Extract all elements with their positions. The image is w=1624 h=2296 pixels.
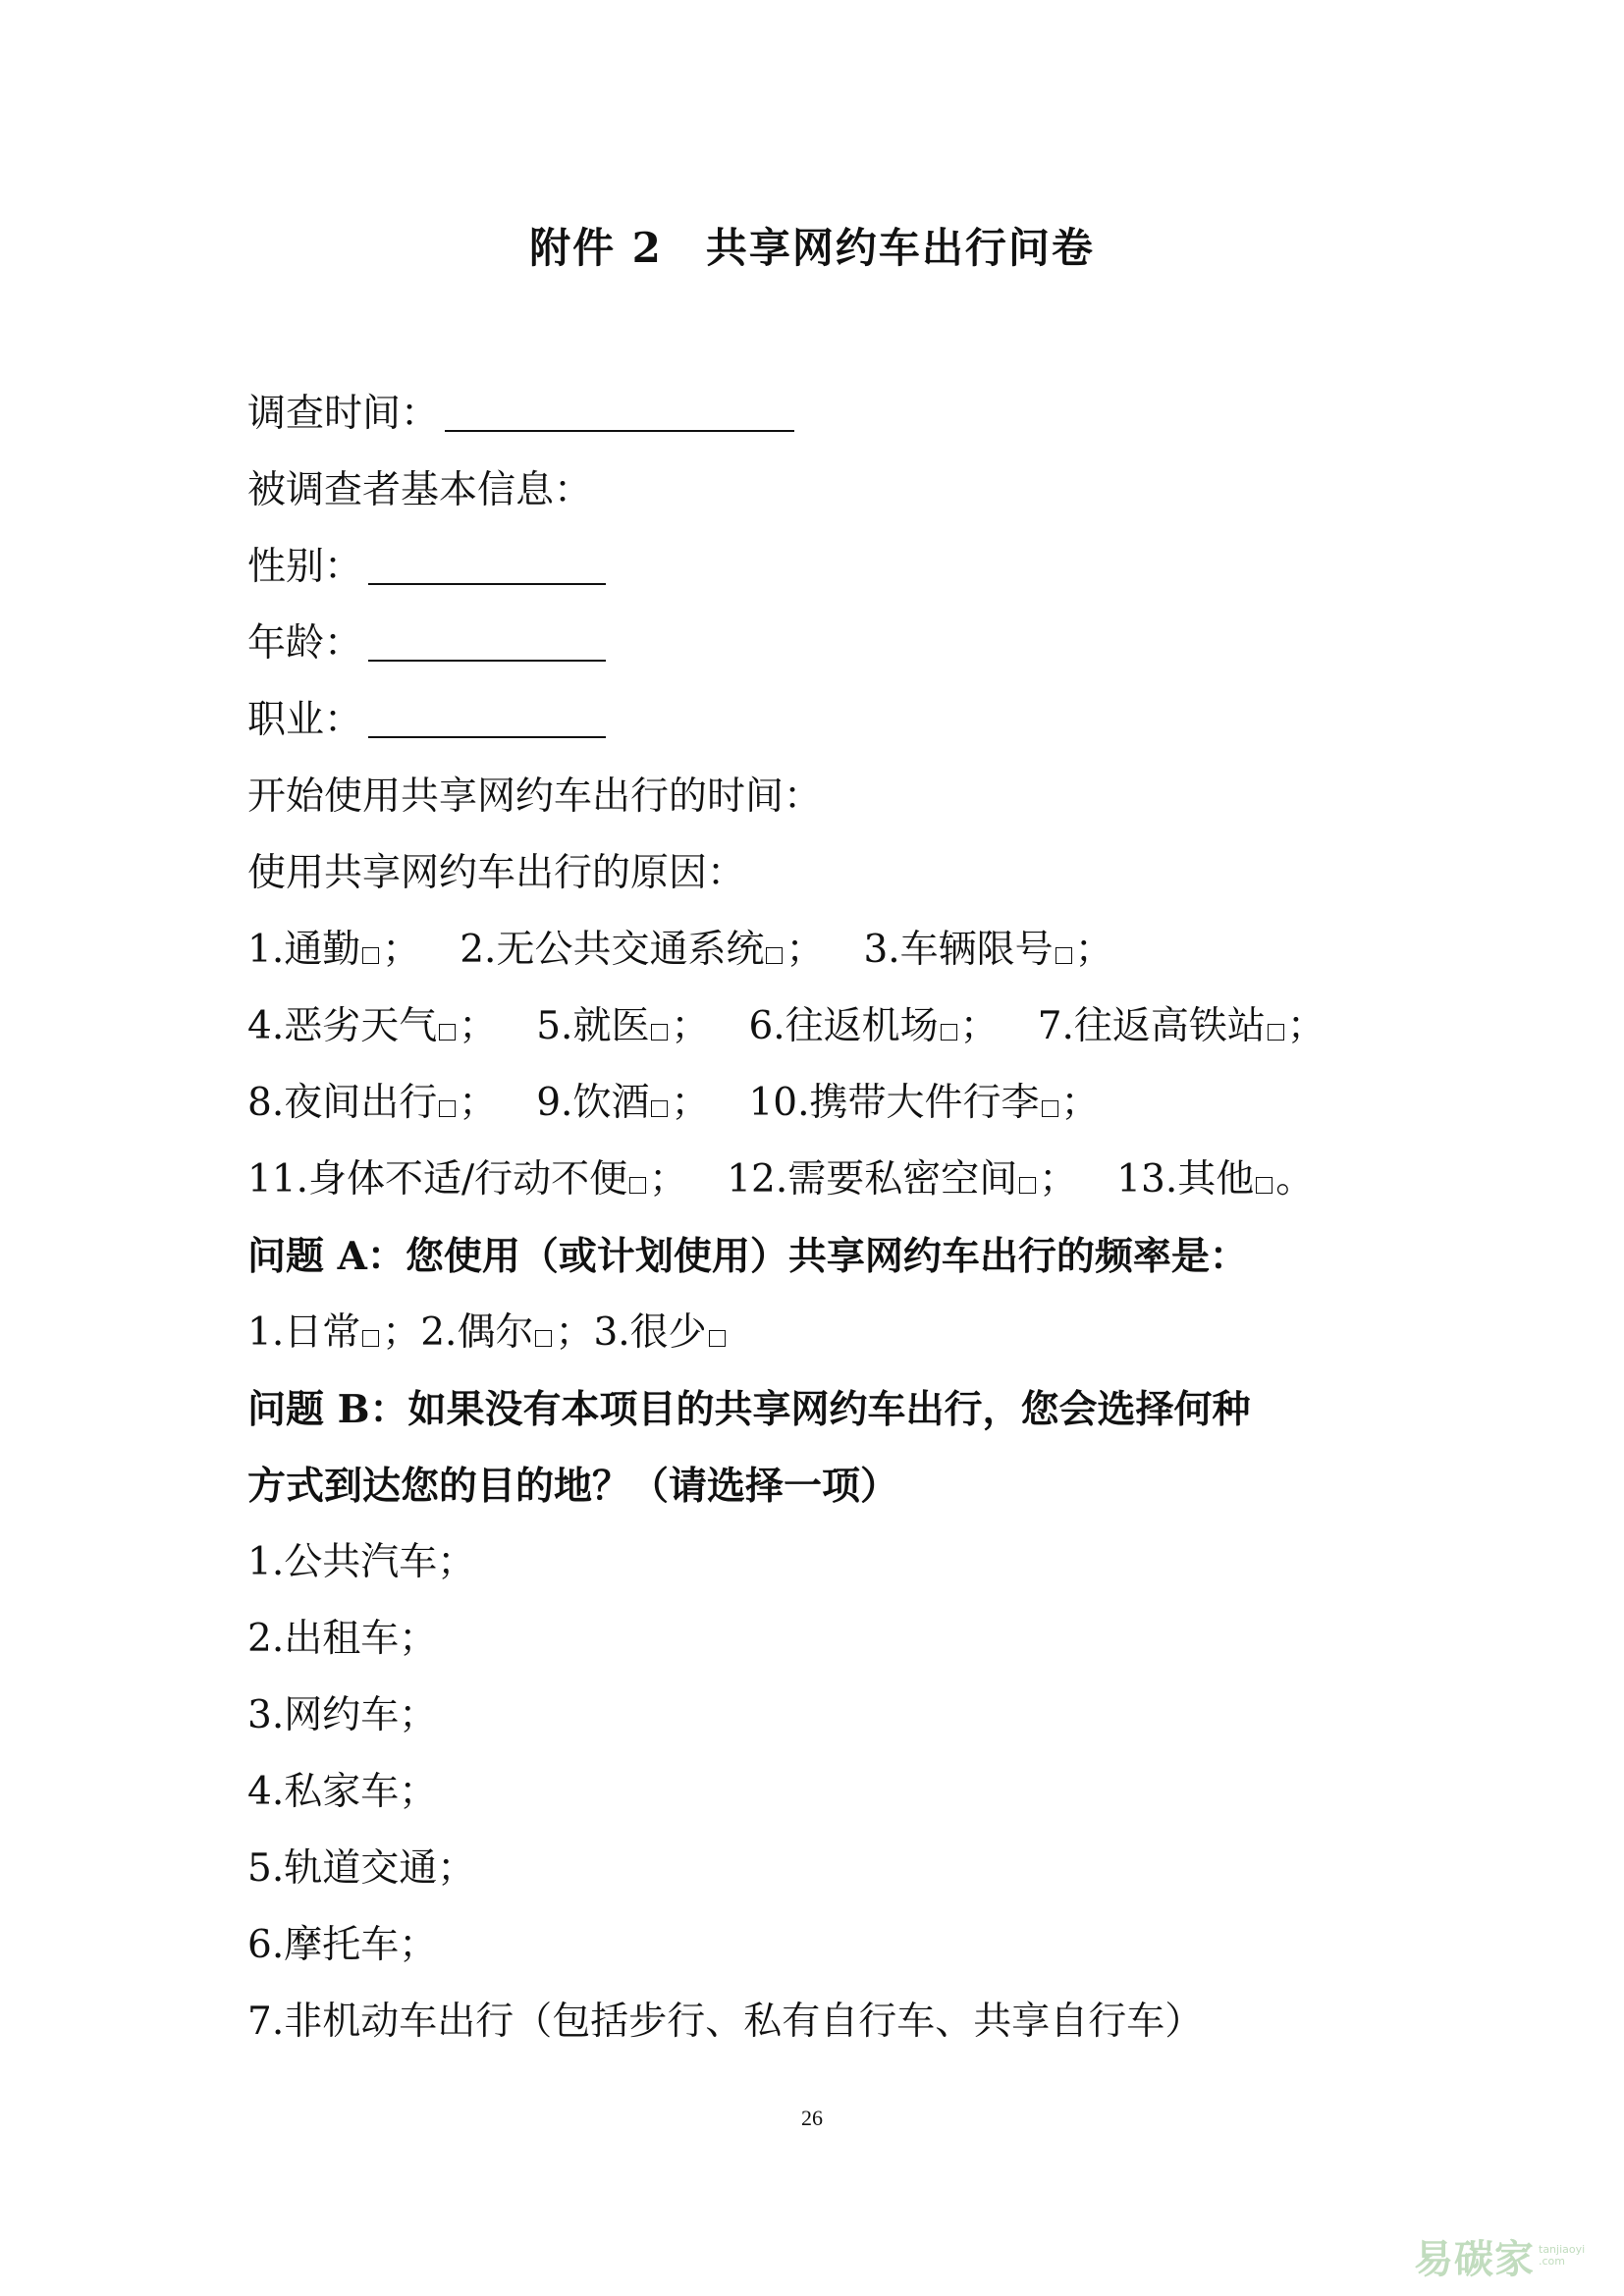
reason-option: 10.携带大件行李 ；: [748, 1081, 1100, 1125]
checkbox[interactable]: [439, 1100, 456, 1117]
mode-option: 1.公共汽车；: [247, 1540, 476, 1584]
frequency-option-label: 1.日常: [247, 1310, 361, 1355]
frequency-option-label: 3.很少: [593, 1310, 707, 1355]
checkbox[interactable]: [651, 1100, 668, 1117]
survey-time-row: [247, 385, 1426, 461]
question-b-line-2: 方式到达您的目的地？（请选择一项）: [247, 1464, 899, 1509]
checkbox[interactable]: [439, 1024, 456, 1041]
reason-option-label: 12.需要私密空间: [727, 1157, 1018, 1201]
reason-option: 9.饮酒 ；: [536, 1081, 710, 1125]
occupation-label: 职业：: [247, 698, 363, 742]
mode-option: 6.摩托车；: [247, 1923, 438, 1967]
reasons-row-4: [247, 1150, 1426, 1227]
reasons-row-2: [247, 997, 1426, 1074]
survey-time-blank[interactable]: [445, 385, 794, 432]
reason-option-label: 10.携带大件行李: [748, 1081, 1040, 1125]
checkbox[interactable]: [362, 1330, 379, 1347]
reason-option-label: 3.车辆限号: [863, 928, 1054, 972]
mode-option: 7.非机动车出行（包括步行、私有自行车、共享自行车）: [247, 2000, 1204, 2044]
watermark-text: 易碳家: [1414, 2236, 1535, 2282]
checkbox[interactable]: [1042, 1100, 1058, 1117]
frequency-option: 1.日常 ；: [247, 1310, 421, 1355]
age-row: [247, 614, 1426, 691]
checkbox[interactable]: [629, 1177, 646, 1194]
reason-option-label: 1.通勤: [247, 928, 361, 972]
start-time-label: 开始使用共享网约车出行的时间：: [247, 774, 823, 819]
reason-option: 1.通勤 ；: [247, 928, 421, 972]
page-title: 附件 2 共享网约车出行问卷: [529, 224, 1095, 272]
age-label: 年龄：: [247, 621, 363, 666]
reason-option-label: 6.往返机场: [748, 1004, 939, 1048]
checkbox[interactable]: [1056, 947, 1072, 964]
reason-option-label: 11.身体不适/行动不便: [247, 1157, 628, 1201]
reason-option-label: 8.夜间出行: [247, 1081, 438, 1125]
watermark-logo: [1414, 2228, 1585, 2283]
checkbox[interactable]: [362, 947, 379, 964]
page-number: 26: [801, 2106, 823, 2130]
reasons-row-3: [247, 1074, 1426, 1150]
checkbox[interactable]: [1268, 1024, 1284, 1041]
gender-label: 性别：: [247, 545, 363, 589]
frequency-option-label: 2.偶尔: [420, 1310, 534, 1355]
reason-option-label: 4.恶劣天气: [247, 1004, 438, 1048]
watermark-sub-2: .com: [1539, 2255, 1565, 2268]
reason-option: 6.往返机场 ；: [748, 1004, 999, 1048]
reason-option: 7.往返高铁站 ；: [1037, 1004, 1326, 1048]
question-b-line-1: 问题 B：如果没有本项目的共享网约车出行，您会选择何种: [247, 1387, 1251, 1432]
reason-option: 12.需要私密空间 ；: [727, 1157, 1078, 1201]
reasons-label: 使用共享网约车出行的原因：: [247, 851, 746, 895]
reason-option-label: 9.饮酒: [536, 1081, 650, 1125]
reason-option: 13.其他 。: [1116, 1157, 1315, 1201]
frequency-row: [247, 1304, 1426, 1380]
age-blank[interactable]: [368, 614, 606, 662]
frequency-option: [593, 1310, 728, 1355]
reason-option: 2.无公共交通系统 ；: [460, 928, 825, 972]
reason-option: 4.恶劣天气 ；: [247, 1004, 498, 1048]
mode-option: 4.私家车；: [247, 1770, 438, 1814]
mode-option: 2.出租车；: [247, 1617, 438, 1661]
reason-option: 3.车辆限号 ；: [863, 928, 1113, 972]
reason-option: 11.身体不适/行动不便 ；: [247, 1157, 688, 1201]
mode-option: 5.轨道交通；: [247, 1846, 476, 1891]
reason-option-label: 5.就医: [536, 1004, 650, 1048]
reason-option-label: 13.其他: [1116, 1157, 1255, 1201]
checkbox[interactable]: [941, 1024, 957, 1041]
occupation-blank[interactable]: [368, 691, 606, 738]
reason-option: 8.夜间出行 ；: [247, 1081, 498, 1125]
survey-time-label: 调查时间：: [247, 392, 440, 436]
question-a: 问题 A：您使用（或计划使用）共享网约车出行的频率是：: [247, 1234, 1248, 1279]
gender-row: [247, 538, 1426, 614]
checkbox[interactable]: [1019, 1177, 1036, 1194]
checkbox[interactable]: [651, 1024, 668, 1041]
reason-option-label: 7.往返高铁站: [1037, 1004, 1266, 1048]
respondent-info-label: 被调查者基本信息：: [247, 468, 593, 512]
checkbox[interactable]: [766, 947, 783, 964]
checkbox[interactable]: [535, 1330, 552, 1347]
gender-blank[interactable]: [368, 538, 606, 585]
mode-option: 3.网约车；: [247, 1693, 438, 1737]
frequency-option: 2.偶尔 ；: [420, 1310, 594, 1355]
checkbox[interactable]: [709, 1330, 726, 1347]
reason-option: 5.就医 ；: [536, 1004, 710, 1048]
reason-option-label: 2.无公共交通系统: [460, 928, 765, 972]
occupation-row: [247, 691, 1426, 768]
watermark-sub-1: tanjiaoyi: [1539, 2243, 1586, 2256]
checkbox[interactable]: [1256, 1177, 1272, 1194]
watermark-sub: [1539, 2244, 1585, 2268]
survey-form: [247, 385, 1426, 2069]
reasons-row-1: [247, 921, 1426, 997]
